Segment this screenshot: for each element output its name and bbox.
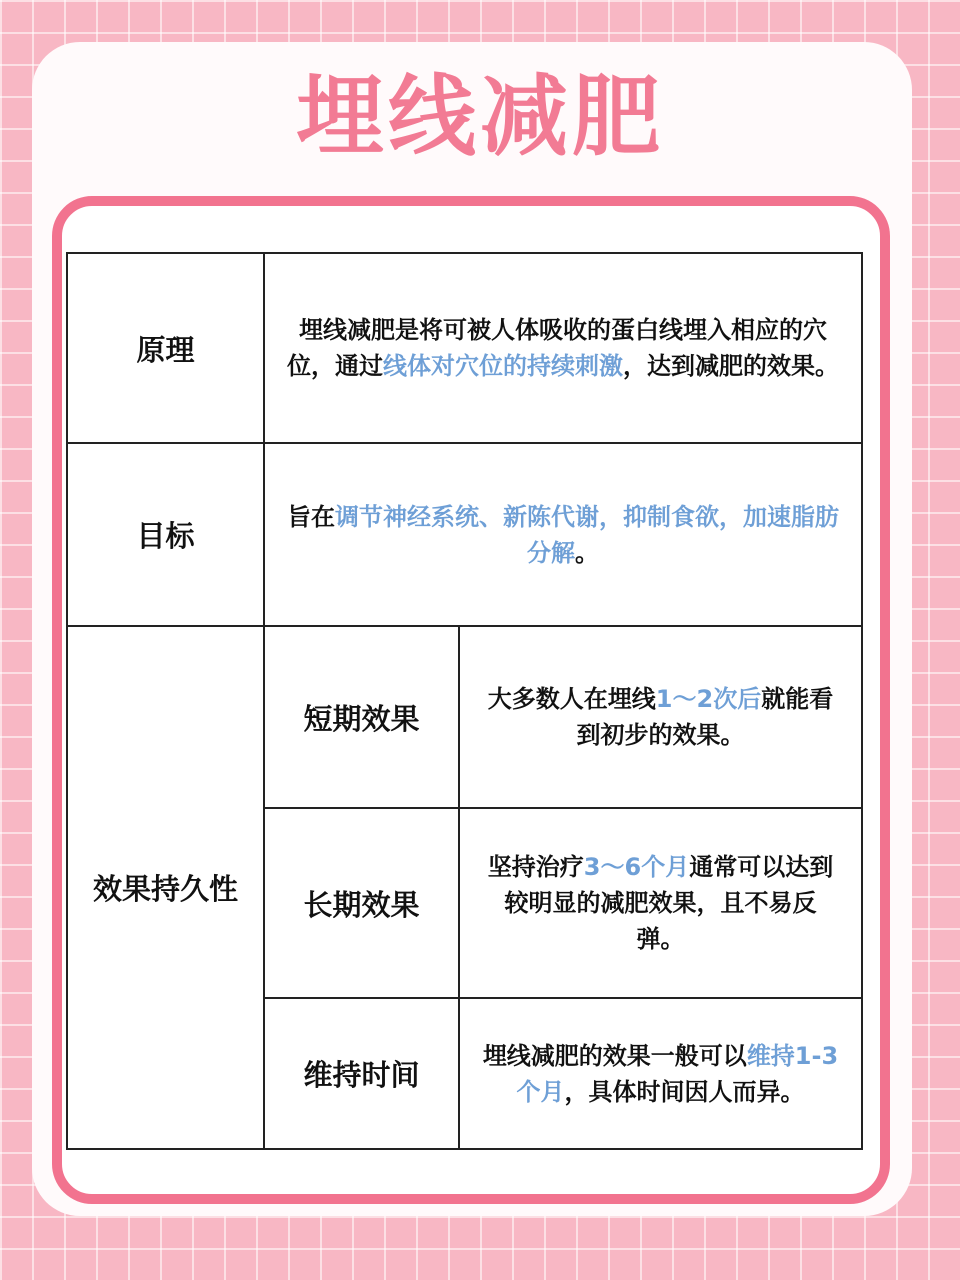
- maintenance-text-highlight: 维持1-3个月: [516, 1041, 839, 1106]
- long-term-text-highlight: 3～6个月: [583, 853, 690, 881]
- short-term-text-highlight: 1～2次后: [655, 685, 762, 713]
- goal-text-post: 。: [575, 538, 599, 567]
- maintenance-label: 维持时间: [303, 1058, 420, 1092]
- short-term-paragraph: [482, 681, 839, 753]
- short-term-text: [460, 627, 861, 807]
- long-term-label: 长期效果: [303, 887, 420, 922]
- maintenance-text-pre: 埋线减肥的效果一般可以: [482, 1041, 747, 1070]
- long-term-text-post: 通常可以达到较明显的减肥效果，且不易反弹。: [504, 853, 834, 953]
- durability-label: 效果持久性: [92, 872, 238, 906]
- goal-label: 目标: [136, 519, 195, 553]
- principle-paragraph: [287, 312, 839, 384]
- principle-label: 原理: [136, 332, 195, 367]
- short-term-label: 短期效果: [303, 701, 420, 736]
- long-term-text: [460, 809, 861, 997]
- principle-text-post: ，达到减肥的效果。: [623, 352, 839, 380]
- short-term-text-pre: 大多数人在埋线: [487, 685, 656, 713]
- short-term-text-post: 就能看到初步的效果。: [576, 685, 834, 749]
- goal-text-pre: 旨在: [287, 502, 335, 531]
- maintenance-paragraph: [482, 1038, 839, 1110]
- maintenance-text: [460, 999, 861, 1148]
- info-table: [66, 252, 863, 1150]
- long-term-paragraph: [482, 849, 839, 957]
- page-title: 埋线减肥: [295, 65, 664, 168]
- principle-text-highlight: 线体对穴位的持续刺激: [383, 352, 623, 380]
- long-term-text-pre: 坚持治疗: [487, 853, 584, 881]
- principle-text-pre: 埋线减肥是将可被人体吸收的蛋白线埋入相应的穴位，通过: [287, 316, 827, 380]
- principle-text: [265, 254, 861, 442]
- goal-text: [265, 444, 861, 625]
- maintenance-text-post: ，具体时间因人而异。: [564, 1077, 805, 1106]
- goal-text-highlight: 调节神经系统、新陈代谢，抑制食欲，加速脂肪分解: [335, 502, 839, 567]
- goal-paragraph: [287, 499, 839, 571]
